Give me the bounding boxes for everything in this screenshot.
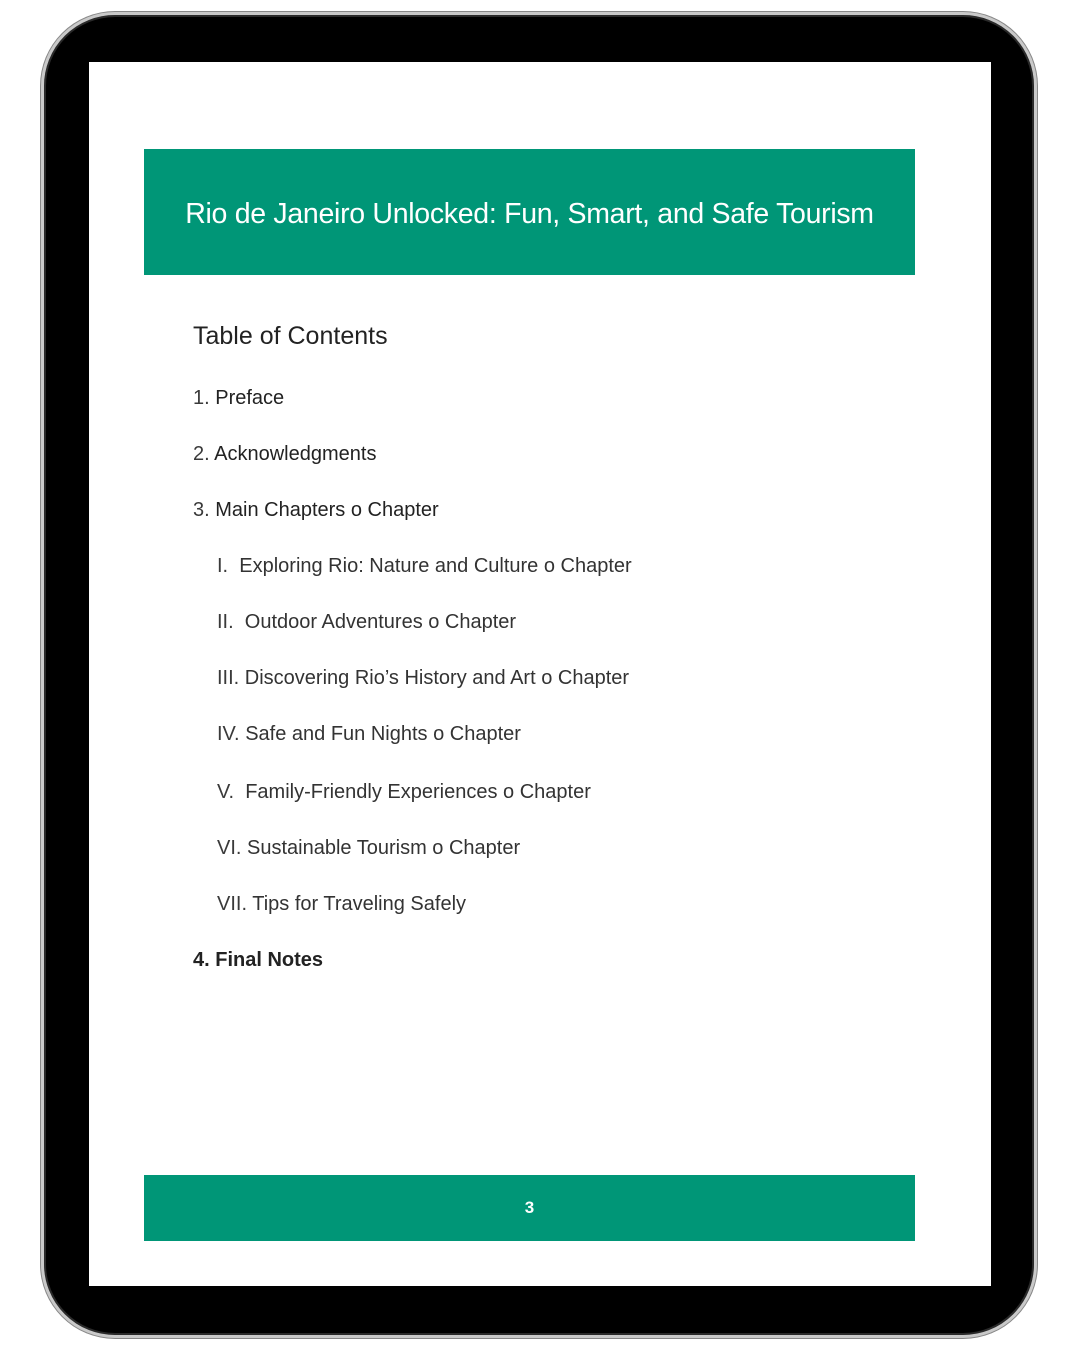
toc-item-number: VII. (217, 893, 248, 915)
toc-subitem-safe-nights[interactable] (217, 721, 521, 747)
toc-item-number: 2. (193, 443, 210, 465)
toc-item-preface[interactable] (193, 385, 284, 411)
toc-item-label: Safe and Fun Nights o Chapter (245, 723, 521, 745)
toc-item-label: Acknowledgments (214, 443, 377, 465)
toc-item-label: Main Chapters o Chapter (215, 499, 439, 521)
toc-item-number: 4. (193, 949, 210, 971)
toc-item-label: Final Notes (215, 949, 324, 971)
toc-subitem-family-friendly[interactable] (217, 779, 591, 805)
toc-item-number: 3. (193, 499, 210, 521)
toc-item-number: 1. (193, 387, 210, 409)
toc-item-label: Sustainable Tourism o Chapter (247, 837, 521, 859)
toc-item-label: Exploring Rio: Nature and Culture o Chapter (239, 555, 632, 577)
toc-item-main-chapters[interactable] (193, 497, 439, 523)
toc-item-label: Preface (215, 387, 285, 409)
footer-banner (144, 1175, 915, 1241)
toc-item-number: III. (217, 667, 240, 689)
toc-subitem-travel-tips[interactable] (217, 891, 466, 917)
toc-item-label: Family-Friendly Experiences o Chapter (245, 781, 591, 803)
toc-subitem-history-art[interactable] (217, 665, 629, 691)
toc-heading: Table of Contents (193, 322, 388, 350)
toc-item-acknowledgments[interactable] (193, 441, 376, 467)
toc-item-number: IV. (217, 723, 240, 745)
document-title: Rio de Janeiro Unlocked: Fun, Smart, and Safe Tourism (185, 197, 874, 230)
toc-item-label: Tips for Traveling Safely (252, 893, 467, 915)
toc-item-number: II. (217, 611, 234, 633)
title-banner (144, 149, 915, 275)
toc-item-number: VI. (217, 837, 242, 859)
toc-item-label: Discovering Rio’s History and Art o Chapter (244, 667, 630, 689)
document-page (89, 62, 991, 1286)
page-number: 3 (524, 1198, 535, 1217)
toc-subitem-outdoor-adventures[interactable] (217, 609, 516, 635)
toc-item-final-notes[interactable] (193, 947, 323, 973)
toc-subitem-exploring-rio[interactable] (217, 553, 632, 579)
toc-item-label: Outdoor Adventures o Chapter (244, 611, 517, 633)
toc-subitem-sustainable-tourism[interactable] (217, 835, 520, 861)
toc-item-number: I. (217, 555, 229, 577)
toc-item-number: V. (217, 781, 235, 803)
